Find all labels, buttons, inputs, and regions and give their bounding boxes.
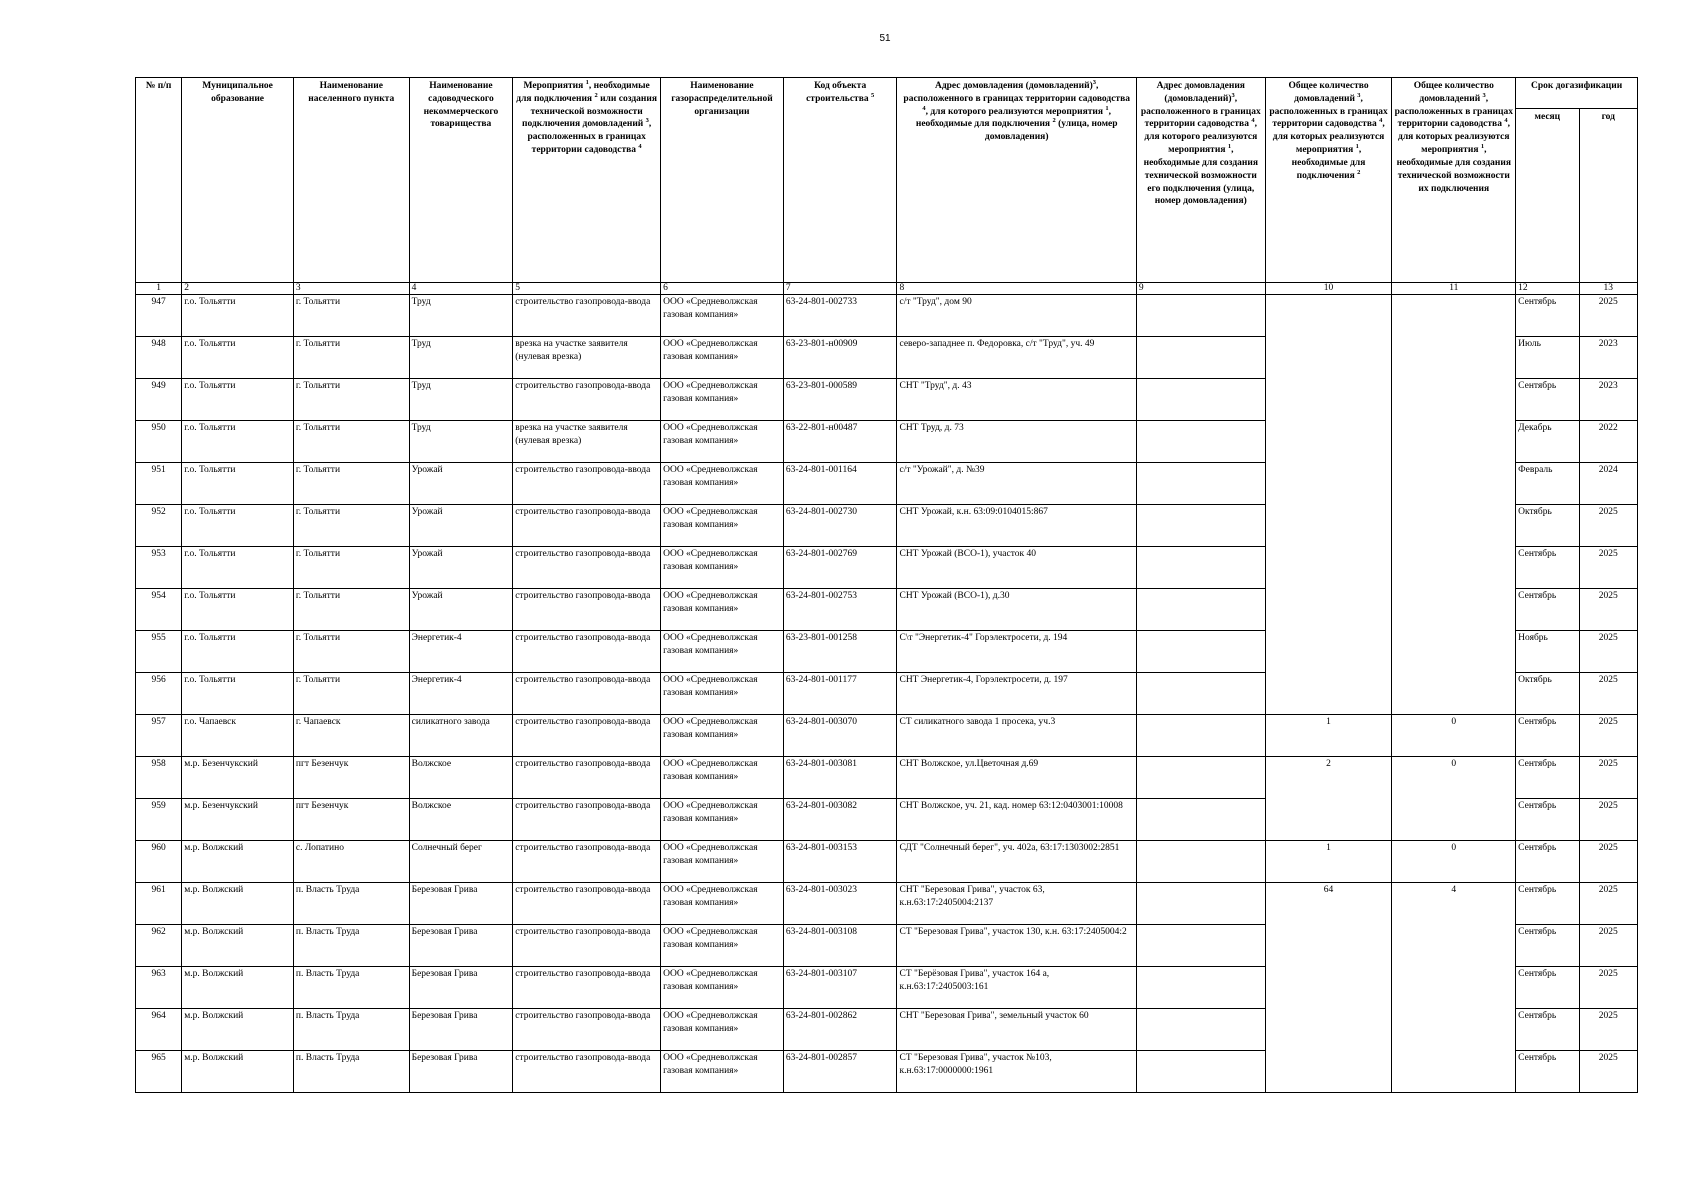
address-technical-cell bbox=[1136, 883, 1265, 925]
total-connection-cell: 64 bbox=[1265, 883, 1392, 1093]
address-technical-cell bbox=[1136, 337, 1265, 379]
address-cell: СНТ Труд, д. 73 bbox=[897, 421, 1136, 463]
settlement-cell: г. Тольятти bbox=[293, 295, 409, 337]
row-number: 957 bbox=[136, 715, 182, 757]
row-number: 948 bbox=[136, 337, 182, 379]
year-cell: 2025 bbox=[1579, 967, 1637, 1009]
object-code-cell: 63-24-801-003081 bbox=[783, 757, 897, 799]
partnership-cell: Березовая Грива bbox=[409, 1009, 513, 1051]
address-technical-cell bbox=[1136, 925, 1265, 967]
year-cell: 2022 bbox=[1579, 421, 1637, 463]
object-code-cell: 63-24-801-001177 bbox=[783, 673, 897, 715]
object-code-cell: 63-24-801-002753 bbox=[783, 589, 897, 631]
year-cell: 2025 bbox=[1579, 799, 1637, 841]
municipality-cell: г.о. Тольятти bbox=[182, 463, 294, 505]
page-number: 51 bbox=[879, 33, 891, 44]
row-number: 955 bbox=[136, 631, 182, 673]
total-technical-cell bbox=[1392, 295, 1516, 715]
column-number: 3 bbox=[293, 283, 409, 295]
header-gasification-term: Срок догазификации bbox=[1516, 78, 1638, 109]
settlement-cell: пгт Безенчук bbox=[293, 757, 409, 799]
header-total-technical: Общее количество домовладений $^3$, расположенных в границах территории садоводства $^4$, для которых реализуются мероприятия $^1$, необходимые для создания технической возможности их подключения bbox=[1392, 78, 1516, 283]
settlement-cell: г. Тольятти bbox=[293, 673, 409, 715]
object-code-cell: 63-24-801-002857 bbox=[783, 1051, 897, 1093]
column-number: 8 bbox=[897, 283, 1136, 295]
measure-cell: строительство газопровода-ввода bbox=[513, 1051, 661, 1093]
measure-cell: строительство газопровода-ввода bbox=[513, 379, 661, 421]
settlement-cell: п. Власть Труда bbox=[293, 925, 409, 967]
address-cell: СТ "Берёзовая Грива", участок 164 а, к.н.63:17:2405003:161 bbox=[897, 967, 1136, 1009]
object-code-cell: 63-24-801-003082 bbox=[783, 799, 897, 841]
month-cell: Сентябрь bbox=[1516, 589, 1579, 631]
header-year: год bbox=[1579, 109, 1637, 283]
object-code-cell: 63-24-801-003108 bbox=[783, 925, 897, 967]
column-number: 7 bbox=[783, 283, 897, 295]
year-cell: 2025 bbox=[1579, 1009, 1637, 1051]
settlement-cell: пгт Безенчук bbox=[293, 799, 409, 841]
object-code-cell: 63-24-801-001164 bbox=[783, 463, 897, 505]
address-cell: СНТ Урожай (ВСО-1), д.30 bbox=[897, 589, 1136, 631]
total-connection-cell: 2 bbox=[1265, 757, 1392, 841]
table-row bbox=[136, 715, 1638, 757]
row-number: 962 bbox=[136, 925, 182, 967]
settlement-cell: г. Тольятти bbox=[293, 421, 409, 463]
address-technical-cell bbox=[1136, 547, 1265, 589]
year-cell: 2025 bbox=[1579, 883, 1637, 925]
month-cell: Декабрь bbox=[1516, 421, 1579, 463]
address-cell: С\т "Энергетик-4" Горэлектросети, д. 194 bbox=[897, 631, 1136, 673]
measure-cell: строительство газопровода-ввода bbox=[513, 631, 661, 673]
month-cell: Сентябрь bbox=[1516, 547, 1579, 589]
month-cell: Февраль bbox=[1516, 463, 1579, 505]
settlement-cell: г. Тольятти bbox=[293, 463, 409, 505]
address-cell: СНТ "Березовая Грива", земельный участок 60 bbox=[897, 1009, 1136, 1051]
measure-cell: строительство газопровода-ввода bbox=[513, 883, 661, 925]
municipality-cell: г.о. Тольятти bbox=[182, 295, 294, 337]
month-cell: Сентябрь bbox=[1516, 841, 1579, 883]
settlement-cell: п. Власть Труда bbox=[293, 883, 409, 925]
settlement-cell: г. Тольятти bbox=[293, 631, 409, 673]
year-cell: 2025 bbox=[1579, 547, 1637, 589]
column-number: 9 bbox=[1136, 283, 1265, 295]
municipality-cell: г.о. Чапаевск bbox=[182, 715, 294, 757]
settlement-cell: п. Власть Труда bbox=[293, 1009, 409, 1051]
object-code-cell: 63-22-801-н00487 bbox=[783, 421, 897, 463]
measure-cell: строительство газопровода-ввода bbox=[513, 505, 661, 547]
year-cell: 2024 bbox=[1579, 463, 1637, 505]
row-number: 954 bbox=[136, 589, 182, 631]
row-number: 965 bbox=[136, 1051, 182, 1093]
table-row bbox=[136, 757, 1638, 799]
object-code-cell: 63-23-801-000589 bbox=[783, 379, 897, 421]
column-number: 13 bbox=[1579, 283, 1637, 295]
row-number: 958 bbox=[136, 757, 182, 799]
header-measures: Мероприятия $^1$, необходимые для подключения $^2$ или создания технической возможности подключения домовладений $^3$, расположенных в границах территории садоводства $^4$ bbox=[513, 78, 661, 283]
gas-org-cell: ООО «Средневолжская газовая компания» bbox=[661, 925, 784, 967]
partnership-cell: Березовая Грива bbox=[409, 925, 513, 967]
total-connection-cell: 1 bbox=[1265, 715, 1392, 757]
header-month: месяц bbox=[1516, 109, 1579, 283]
year-cell: 2025 bbox=[1579, 925, 1637, 967]
month-cell: Ноябрь bbox=[1516, 631, 1579, 673]
address-technical-cell bbox=[1136, 463, 1265, 505]
object-code-cell: 63-24-801-003153 bbox=[783, 841, 897, 883]
row-number: 963 bbox=[136, 967, 182, 1009]
row-number: 951 bbox=[136, 463, 182, 505]
header-partnership: Наименование садоводческого некоммерческого товарищества bbox=[409, 78, 513, 283]
year-cell: 2025 bbox=[1579, 505, 1637, 547]
address-cell: СТ "Березовая Грива", участок 130, к.н. 63:17:2405004:2 bbox=[897, 925, 1136, 967]
year-cell: 2025 bbox=[1579, 673, 1637, 715]
gas-org-cell: ООО «Средневолжская газовая компания» bbox=[661, 883, 784, 925]
measure-cell: строительство газопровода-ввода bbox=[513, 841, 661, 883]
address-technical-cell bbox=[1136, 295, 1265, 337]
measure-cell: строительство газопровода-ввода bbox=[513, 547, 661, 589]
address-technical-cell bbox=[1136, 631, 1265, 673]
year-cell: 2025 bbox=[1579, 295, 1637, 337]
year-cell: 2025 bbox=[1579, 841, 1637, 883]
municipality-cell: м.р. Волжский bbox=[182, 883, 294, 925]
measure-cell: строительство газопровода-ввода bbox=[513, 925, 661, 967]
gas-org-cell: ООО «Средневолжская газовая компания» bbox=[661, 967, 784, 1009]
row-number: 947 bbox=[136, 295, 182, 337]
address-cell: СНТ Энергетик-4, Горэлектросети, д. 197 bbox=[897, 673, 1136, 715]
settlement-cell: г. Чапаевск bbox=[293, 715, 409, 757]
gas-org-cell: ООО «Средневолжская газовая компания» bbox=[661, 1051, 784, 1093]
municipality-cell: м.р. Волжский bbox=[182, 925, 294, 967]
header-address-connection: Адрес домовладения (домовладений)$^3$, расположенного в границах территории садоводства $^4$, для которого реализуются мероприятия $^1$, необходимые для подключения $^2$ (улица, номер домовладения) bbox=[897, 78, 1136, 283]
address-cell: СНТ Урожай (ВСО-1), участок 40 bbox=[897, 547, 1136, 589]
year-cell: 2025 bbox=[1579, 589, 1637, 631]
month-cell: Сентябрь bbox=[1516, 757, 1579, 799]
gas-org-cell: ООО «Средневолжская газовая компания» bbox=[661, 757, 784, 799]
object-code-cell: 63-23-801-001258 bbox=[783, 631, 897, 673]
gas-org-cell: ООО «Средневолжская газовая компания» bbox=[661, 295, 784, 337]
partnership-cell: Березовая Грива bbox=[409, 967, 513, 1009]
total-connection-cell: 1 bbox=[1265, 841, 1392, 883]
header-number: № п/п bbox=[136, 78, 182, 283]
year-cell: 2023 bbox=[1579, 379, 1637, 421]
settlement-cell: г. Тольятти bbox=[293, 337, 409, 379]
object-code-cell: 63-24-801-002862 bbox=[783, 1009, 897, 1051]
municipality-cell: г.о. Тольятти bbox=[182, 337, 294, 379]
municipality-cell: м.р. Волжский bbox=[182, 1009, 294, 1051]
partnership-cell: Урожай bbox=[409, 505, 513, 547]
column-number: 12 bbox=[1516, 283, 1579, 295]
municipality-cell: г.о. Тольятти bbox=[182, 421, 294, 463]
address-technical-cell bbox=[1136, 673, 1265, 715]
gas-org-cell: ООО «Средневолжская газовая компания» bbox=[661, 1009, 784, 1051]
row-number: 953 bbox=[136, 547, 182, 589]
gas-org-cell: ООО «Средневолжская газовая компания» bbox=[661, 799, 784, 841]
address-technical-cell bbox=[1136, 505, 1265, 547]
year-cell: 2025 bbox=[1579, 715, 1637, 757]
address-technical-cell bbox=[1136, 1009, 1265, 1051]
address-technical-cell bbox=[1136, 421, 1265, 463]
partnership-cell: Труд bbox=[409, 379, 513, 421]
row-number: 949 bbox=[136, 379, 182, 421]
partnership-cell: Урожай bbox=[409, 589, 513, 631]
gas-org-cell: ООО «Средневолжская газовая компания» bbox=[661, 421, 784, 463]
settlement-cell: г. Тольятти bbox=[293, 505, 409, 547]
gas-org-cell: ООО «Средневолжская газовая компания» bbox=[661, 631, 784, 673]
partnership-cell: Урожай bbox=[409, 547, 513, 589]
municipality-cell: г.о. Тольятти bbox=[182, 631, 294, 673]
year-cell: 2025 bbox=[1579, 1051, 1637, 1093]
gas-org-cell: ООО «Средневолжская газовая компания» bbox=[661, 841, 784, 883]
row-number: 961 bbox=[136, 883, 182, 925]
measure-cell: врезка на участке заявителя (нулевая врезка) bbox=[513, 421, 661, 463]
settlement-cell: п. Власть Труда bbox=[293, 1051, 409, 1093]
month-cell: Сентябрь bbox=[1516, 1051, 1579, 1093]
address-cell: СНТ Урожай, к.н. 63:09:0104015:867 bbox=[897, 505, 1136, 547]
partnership-cell: силикатного завода bbox=[409, 715, 513, 757]
measure-cell: строительство газопровода-ввода bbox=[513, 757, 661, 799]
column-number: 2 bbox=[182, 283, 294, 295]
year-cell: 2025 bbox=[1579, 757, 1637, 799]
partnership-cell: Березовая Грива bbox=[409, 883, 513, 925]
object-code-cell: 63-24-801-002733 bbox=[783, 295, 897, 337]
table-header bbox=[136, 78, 1638, 283]
address-cell: с/т "Труд", дом 90 bbox=[897, 295, 1136, 337]
column-number: 6 bbox=[661, 283, 784, 295]
row-number: 959 bbox=[136, 799, 182, 841]
municipality-cell: г.о. Тольятти bbox=[182, 505, 294, 547]
table-row bbox=[136, 883, 1638, 925]
measure-cell: строительство газопровода-ввода bbox=[513, 589, 661, 631]
measure-cell: строительство газопровода-ввода bbox=[513, 715, 661, 757]
partnership-cell: Труд bbox=[409, 337, 513, 379]
gas-org-cell: ООО «Средневолжская газовая компания» bbox=[661, 715, 784, 757]
column-number: 10 bbox=[1265, 283, 1392, 295]
header-municipality: Муниципальное образование bbox=[182, 78, 294, 283]
address-cell: СНТ "Березовая Грива", участок 63, к.н.63:17:2405004:2137 bbox=[897, 883, 1136, 925]
row-number: 960 bbox=[136, 841, 182, 883]
object-code-cell: 63-24-801-002769 bbox=[783, 547, 897, 589]
header-settlement: Наименование населенного пункта bbox=[293, 78, 409, 283]
municipality-cell: м.р. Волжский bbox=[182, 967, 294, 1009]
month-cell: Октябрь bbox=[1516, 505, 1579, 547]
month-cell: Сентябрь bbox=[1516, 715, 1579, 757]
municipality-cell: г.о. Тольятти bbox=[182, 379, 294, 421]
header-gas-org: Наименование газораспределительной организации bbox=[661, 78, 784, 283]
measure-cell: строительство газопровода-ввода bbox=[513, 673, 661, 715]
header-address-technical: Адрес домовладения (домовладений)$^3$, расположенного в границах территории садоводства $^4$, для которого реализуются мероприятия $^1$, необходимые для создания технической возможности его подключения (улица, номер домовладения) bbox=[1136, 78, 1265, 283]
row-number: 964 bbox=[136, 1009, 182, 1051]
address-technical-cell bbox=[1136, 757, 1265, 799]
gas-org-cell: ООО «Средневолжская газовая компания» bbox=[661, 379, 784, 421]
partnership-cell: Энергетик-4 bbox=[409, 673, 513, 715]
month-cell: Сентябрь bbox=[1516, 799, 1579, 841]
year-cell: 2023 bbox=[1579, 337, 1637, 379]
total-technical-cell: 0 bbox=[1392, 757, 1516, 841]
partnership-cell: Солнечный берег bbox=[409, 841, 513, 883]
gasification-table bbox=[135, 77, 1638, 1093]
address-cell: СТ "Березовая Грива", участок №103, к.н.63:17:0000000:1961 bbox=[897, 1051, 1136, 1093]
month-cell: Июль bbox=[1516, 337, 1579, 379]
row-number: 952 bbox=[136, 505, 182, 547]
settlement-cell: с. Лопатино bbox=[293, 841, 409, 883]
partnership-cell: Волжское bbox=[409, 799, 513, 841]
municipality-cell: г.о. Тольятти bbox=[182, 547, 294, 589]
table-row bbox=[136, 841, 1638, 883]
measure-cell: строительство газопровода-ввода bbox=[513, 799, 661, 841]
measure-cell: врезка на участке заявителя (нулевая врезка) bbox=[513, 337, 661, 379]
settlement-cell: г. Тольятти bbox=[293, 379, 409, 421]
address-technical-cell bbox=[1136, 799, 1265, 841]
address-technical-cell bbox=[1136, 379, 1265, 421]
address-cell: с/т "Урожай", д. №39 bbox=[897, 463, 1136, 505]
month-cell: Сентябрь bbox=[1516, 295, 1579, 337]
address-technical-cell bbox=[1136, 967, 1265, 1009]
table-body bbox=[136, 283, 1638, 1093]
partnership-cell: Березовая Грива bbox=[409, 1051, 513, 1093]
address-technical-cell bbox=[1136, 715, 1265, 757]
month-cell: Сентябрь bbox=[1516, 1009, 1579, 1051]
table-row bbox=[136, 295, 1638, 337]
month-cell: Сентябрь bbox=[1516, 379, 1579, 421]
address-cell: СНТ Волжское, ул.Цветочная д.69 bbox=[897, 757, 1136, 799]
partnership-cell: Труд bbox=[409, 295, 513, 337]
column-number: 5 bbox=[513, 283, 661, 295]
address-technical-cell bbox=[1136, 589, 1265, 631]
measure-cell: строительство газопровода-ввода bbox=[513, 967, 661, 1009]
gas-org-cell: ООО «Средневолжская газовая компания» bbox=[661, 463, 784, 505]
measure-cell: строительство газопровода-ввода bbox=[513, 1009, 661, 1051]
settlement-cell: п. Власть Труда bbox=[293, 967, 409, 1009]
total-technical-cell: 4 bbox=[1392, 883, 1516, 1093]
measure-cell: строительство газопровода-ввода bbox=[513, 463, 661, 505]
partnership-cell: Волжское bbox=[409, 757, 513, 799]
municipality-cell: м.р. Волжский bbox=[182, 841, 294, 883]
address-cell: СНТ "Труд", д. 43 bbox=[897, 379, 1136, 421]
address-technical-cell bbox=[1136, 841, 1265, 883]
gas-org-cell: ООО «Средневолжская газовая компания» bbox=[661, 673, 784, 715]
year-cell: 2025 bbox=[1579, 631, 1637, 673]
row-number: 956 bbox=[136, 673, 182, 715]
municipality-cell: г.о. Тольятти bbox=[182, 589, 294, 631]
address-cell: СДТ "Солнечный берег", уч. 402а, 63:17:1303002:2851 bbox=[897, 841, 1136, 883]
month-cell: Сентябрь bbox=[1516, 883, 1579, 925]
gas-org-cell: ООО «Средневолжская газовая компания» bbox=[661, 337, 784, 379]
settlement-cell: г. Тольятти bbox=[293, 589, 409, 631]
settlement-cell: г. Тольятти bbox=[293, 547, 409, 589]
object-code-cell: 63-24-801-003107 bbox=[783, 967, 897, 1009]
header-total-connection: Общее количество домовладений $^3$, расположенных в границах территории садоводства $^4$, для которых реализуются мероприятия $^1$, необходимые для подключения $^2$ bbox=[1265, 78, 1392, 283]
municipality-cell: м.р. Безенчукский bbox=[182, 799, 294, 841]
column-number-row bbox=[136, 283, 1638, 295]
row-number: 950 bbox=[136, 421, 182, 463]
object-code-cell: 63-23-801-н00909 bbox=[783, 337, 897, 379]
month-cell: Октябрь bbox=[1516, 673, 1579, 715]
gas-org-cell: ООО «Средневолжская газовая компания» bbox=[661, 505, 784, 547]
header-object-code: Код объекта строительства $^5$ bbox=[783, 78, 897, 283]
measure-cell: строительство газопровода-ввода bbox=[513, 295, 661, 337]
address-cell: северо-западнее п. Федоровка, с/т "Труд", уч. 49 bbox=[897, 337, 1136, 379]
column-number: 11 bbox=[1392, 283, 1516, 295]
address-cell: СТ силикатного завода 1 просека, уч.3 bbox=[897, 715, 1136, 757]
municipality-cell: г.о. Тольятти bbox=[182, 673, 294, 715]
total-technical-cell: 0 bbox=[1392, 715, 1516, 757]
object-code-cell: 63-24-801-002730 bbox=[783, 505, 897, 547]
total-technical-cell: 0 bbox=[1392, 841, 1516, 883]
month-cell: Сентябрь bbox=[1516, 967, 1579, 1009]
partnership-cell: Энергетик-4 bbox=[409, 631, 513, 673]
column-number: 4 bbox=[409, 283, 513, 295]
gas-org-cell: ООО «Средневолжская газовая компания» bbox=[661, 589, 784, 631]
address-technical-cell bbox=[1136, 1051, 1265, 1093]
object-code-cell: 63-24-801-003023 bbox=[783, 883, 897, 925]
address-cell: СНТ Волжское, уч. 21, кад. номер 63:12:0403001:10008 bbox=[897, 799, 1136, 841]
gas-org-cell: ООО «Средневолжская газовая компания» bbox=[661, 547, 784, 589]
object-code-cell: 63-24-801-003070 bbox=[783, 715, 897, 757]
total-connection-cell bbox=[1265, 295, 1392, 715]
partnership-cell: Урожай bbox=[409, 463, 513, 505]
municipality-cell: м.р. Волжский bbox=[182, 1051, 294, 1093]
column-number: 1 bbox=[136, 283, 182, 295]
municipality-cell: м.р. Безенчукский bbox=[182, 757, 294, 799]
partnership-cell: Труд bbox=[409, 421, 513, 463]
month-cell: Сентябрь bbox=[1516, 925, 1579, 967]
